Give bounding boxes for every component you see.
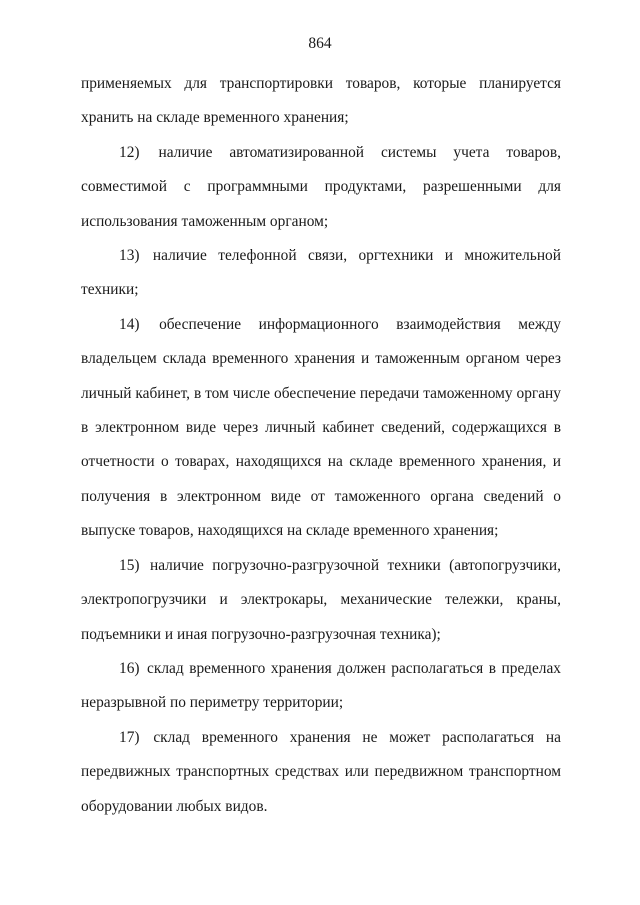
list-item-text: наличие автоматизированной системы учета товаров, совместимой с программными продуктами, разрешенными для использования таможенным органом;: [81, 143, 561, 230]
list-item-text: склад временного хранения не может располагаться на передвижных транспортных средствах или передвижном транспортном оборудовании любых видов.: [81, 728, 561, 815]
list-item-12: [81, 136, 561, 239]
page-number: 864: [308, 35, 332, 52]
paragraph-text: применяемых для транспортировки товаров, которые планируется хранить на складе временного хранения;: [81, 75, 561, 127]
list-item-text: обеспечение информационного взаимодействия между владельцем склада временного хранения и таможенным органом через личный кабинет, в том числе обеспечение передачи таможенному органу в электронном виде через личный кабинет сведений, содержащихся в отчетности о товарах, находящихся на складе временного хранения, и получения в электронном виде от таможенного органа сведений о выпуске товаров, находящихся на складе временного хранения;: [81, 315, 561, 540]
list-item-number: 14): [119, 315, 140, 333]
list-item-number: 13): [119, 247, 140, 265]
list-item-text: наличие погрузочно-разгрузочной техники (автопогрузчики, электропогрузчики и электрокары, механические тележки, краны, подъемники и иная погрузочно-разгрузочная техника);: [81, 556, 561, 643]
list-item-14: [81, 308, 561, 549]
list-item-15: [81, 549, 561, 652]
list-item-13: [81, 239, 561, 308]
list-item-number: 16): [119, 659, 140, 677]
list-item-text: склад временного хранения должен располагаться в пределах неразрывной по периметру территории;: [81, 659, 561, 712]
list-item-number: 15): [119, 556, 140, 574]
list-item-17: [81, 721, 561, 824]
list-item-number: 12): [119, 143, 140, 161]
paragraph-continuation: [81, 67, 561, 136]
list-item-number: 17): [119, 728, 140, 746]
document-body: [81, 67, 561, 824]
list-item-16: [81, 652, 561, 721]
list-item-text: наличие телефонной связи, оргтехники и множительной техники;: [81, 247, 561, 299]
